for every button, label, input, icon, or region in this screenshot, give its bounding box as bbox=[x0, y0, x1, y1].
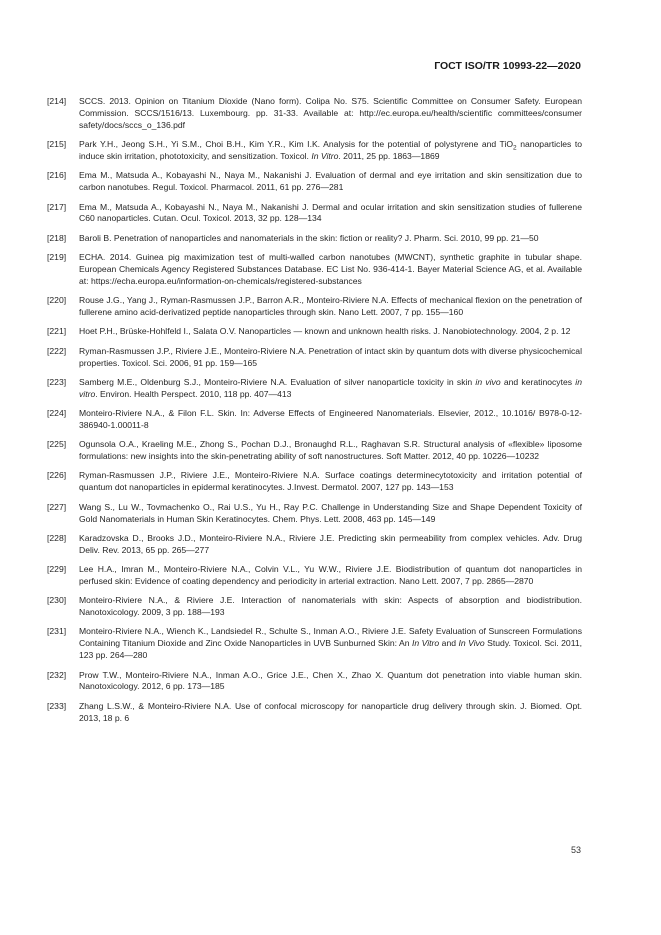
reference-list bbox=[47, 96, 582, 732]
reference-text bbox=[79, 252, 582, 286]
reference-number: [233] bbox=[47, 700, 67, 711]
italic-text: In Vitro bbox=[412, 638, 440, 649]
reference-text bbox=[79, 202, 582, 224]
reference-text bbox=[79, 533, 582, 555]
reference-number: [228] bbox=[47, 532, 67, 543]
reference-number: [222] bbox=[47, 345, 67, 356]
reference-number: [226] bbox=[47, 470, 67, 481]
reference-item bbox=[47, 533, 582, 557]
reference-item bbox=[47, 470, 582, 494]
reference-number: [218] bbox=[47, 232, 67, 243]
document-header: ГОСТ ISO/TR 10993-22—2020 bbox=[434, 60, 581, 72]
reference-text bbox=[79, 626, 582, 660]
reference-item bbox=[47, 202, 582, 226]
reference-number: [214] bbox=[47, 96, 67, 106]
reference-text bbox=[79, 170, 582, 192]
reference-number: [227] bbox=[47, 501, 67, 512]
reference-text bbox=[79, 233, 539, 243]
reference-text bbox=[79, 595, 582, 617]
italic-text: In Vivo bbox=[458, 638, 485, 649]
reference-text-segment: Karadzovska D., Brooks J.D., Monteiro-Riviere N.A., Riviere J.E. Predicting skin permeability from complex vehicles. Adv. Drug Deliv. Rev. 2013, 65 pp. 265—277 bbox=[79, 532, 582, 555]
reference-text-segment: Monteiro-Riviere N.A., & Filon F.L. Skin. In: Adverse Effects of Engineered Nanomaterials. Elsevier, 2012., 10.1016/ B978-0-12-386940-1.00011-8 bbox=[79, 408, 582, 430]
reference-item bbox=[47, 502, 582, 526]
reference-text-segment: and keratinocytes bbox=[500, 376, 576, 387]
reference-text-segment: and bbox=[439, 638, 459, 649]
reference-text-segment: Ema M., Matsuda A., Kobayashi N., Naya M., Nakanishi J. Evaluation of dermal and eye irritation and skin sensitization due to carbon nanotubes. Regul. Toxicol. Pharmacol. 2011, 61 pp. 276—281 bbox=[79, 170, 582, 193]
reference-item bbox=[47, 595, 582, 619]
reference-number: [224] bbox=[47, 408, 67, 419]
reference-text-segment: Lee H.A., Imran M., Monteiro-Riviere N.A., Colvin V.L., Yu W.W., Riviere J.E. Biodistribution of quantum dot nanoparticles in perfused skin: Evidence of coating dependency and periodicity in arterial extraction. Nano Lett. 2007, 7 pp. 2865—2870 bbox=[79, 564, 582, 586]
italic-text: in vivo bbox=[475, 376, 501, 387]
reference-item bbox=[47, 96, 582, 132]
reference-item bbox=[47, 295, 582, 319]
reference-text bbox=[79, 96, 582, 130]
reference-text-segment: Park Y.H., Jeong S.H., Yi S.M., Choi B.H., Kim Y.R., Kim I.K. Analysis for the potential of polystyrene and TiO bbox=[79, 139, 514, 150]
page-number: 53 bbox=[570, 845, 581, 855]
reference-number: [220] bbox=[47, 295, 67, 306]
reference-number: [217] bbox=[47, 201, 67, 212]
reference-item bbox=[47, 564, 582, 588]
reference-text-segment: Hoet P.H., Brüske-Hohlfeld I., Salata O.V. Nanoparticles — known and unknown health risks. J. Nanobiotechnology. 2004, 2 p. 12 bbox=[79, 326, 571, 337]
italic-text: in vitro bbox=[79, 376, 582, 399]
reference-item bbox=[47, 139, 582, 163]
reference-number: [219] bbox=[47, 252, 67, 263]
reference-number: [231] bbox=[47, 626, 67, 637]
reference-text-segment: Zhang L.S.W., & Monteiro-Riviere N.A. Use of confocal microscopy for nanoparticle drug delivery through skin. J. Biomed. Opt. 2013, 18 p. 6 bbox=[79, 700, 582, 723]
reference-item bbox=[47, 170, 582, 194]
reference-number: [221] bbox=[47, 326, 67, 337]
reference-text-segment: Study. Toxicol. Sci. 2011, 123 pp. 264—280 bbox=[79, 638, 582, 661]
reference-number: [230] bbox=[47, 595, 67, 606]
reference-text bbox=[79, 701, 582, 723]
reference-text-segment: Samberg M.E., Oldenburg S.J., Monteiro-Riviere N.A. Evaluation of silver nanoparticle toxicity in skin bbox=[79, 376, 476, 387]
reference-text-segment: Prow T.W., Monteiro-Riviere N.A., Inman A.O., Grice J.E., Chen X., Zhao X. Quantum dot penetration into viable human skin. Nanotoxicology. 2012, 6 pp. 173—185 bbox=[79, 669, 582, 692]
reference-text-segment: Monteiro-Riviere N.A., & Riviere J.E. Interaction of nanomaterials with skin: Aspects of absorption and biodistribution. Nanotoxicology. 2009, 3 pp. 188—193 bbox=[79, 595, 582, 618]
reference-text-segment: Ryman-Rasmussen J.P., Riviere J.E., Monteiro-Riviere N.A. Penetration of intact skin by quantum dots with diverse physicochemical properties. Toxicol. Sci. 2006, 91 pp. 159—165 bbox=[79, 345, 582, 368]
reference-item bbox=[47, 233, 582, 245]
reference-item bbox=[47, 408, 582, 432]
reference-number: [229] bbox=[47, 564, 67, 575]
reference-text-segment: . 2011, 25 pp. 1863—1869 bbox=[338, 151, 440, 162]
reference-text-segment: Monteiro-Riviere N.A., Wiench K., Landsiedel R., Schulte S., Inman A.O., Riviere J.E. Safety Evaluation of Sunscreen Formulations Containing Titanium Dioxide and Zinc Oxide Nanoparticles in UVB Sunburned Skin: An bbox=[79, 626, 582, 649]
reference-number: [232] bbox=[47, 669, 67, 680]
reference-text-segment: nanoparticles to induce skin irritation, phototoxicity, and sensitization. Toxicol. bbox=[79, 139, 582, 162]
reference-text bbox=[79, 470, 582, 492]
reference-text-segment: Baroli B. Penetration of nanoparticles and nanomaterials in the skin: fiction or reality? J. Pharm. Sci. 2010, 99 pp. 21—50 bbox=[79, 232, 539, 243]
reference-item bbox=[47, 346, 582, 370]
reference-item bbox=[47, 626, 582, 662]
reference-item bbox=[47, 377, 582, 401]
reference-text bbox=[79, 295, 582, 317]
reference-number: [216] bbox=[47, 170, 67, 181]
reference-text bbox=[79, 139, 582, 161]
reference-text-segment: . Environ. Health Perspect. 2010, 118 pp. 407—413 bbox=[95, 388, 292, 399]
reference-text bbox=[79, 439, 582, 461]
reference-item bbox=[47, 670, 582, 694]
reference-number: [223] bbox=[47, 376, 67, 387]
reference-text bbox=[79, 346, 582, 368]
reference-item bbox=[47, 252, 582, 288]
reference-text bbox=[79, 377, 582, 399]
reference-text-segment: Ema M., Matsuda A., Kobayashi N., Naya M., Nakanishi J. Dermal and ocular irritation and skin sensitization studies of fullerene C60 nanoparticles. Cutan. Ocul. Toxicol. 2013, 32 pp. 128—134 bbox=[79, 201, 582, 224]
reference-text bbox=[79, 502, 582, 524]
reference-item bbox=[47, 326, 582, 338]
reference-text-segment: Ryman-Rasmussen J.P., Riviere J.E., Monteiro-Riviere N.A. Surface coatings determinecytotoxicity and irritation potential of quantum dot nanoparticles in epidermal keratinocytes. J.Invest. Dermatol. 2007, 127 pp. 143—153 bbox=[79, 470, 582, 493]
reference-text bbox=[79, 326, 570, 336]
reference-text bbox=[79, 670, 582, 692]
reference-text bbox=[79, 564, 582, 586]
reference-number: [215] bbox=[47, 139, 67, 150]
reference-text bbox=[79, 408, 582, 430]
reference-number: [225] bbox=[47, 439, 67, 450]
reference-item bbox=[47, 439, 582, 463]
reference-text-segment: Wang S., Lu W., Tovmachenko O., Rai U.S., Yu H., Ray P.C. Challenge in Understanding Size and Shape Dependent Toxicity of Gold Nanomaterials in Human Skin Keratinocytes. Chem. Phys. Lett. 2008, 463 pp. 145—149 bbox=[79, 501, 582, 524]
subscript-text: 2 bbox=[513, 144, 517, 152]
reference-text-segment: SCCS. 2013. Opinion on Titanium Dioxide (Nano form). Colipa No. S75. Scientific Committee on Consumer Safety. European Commission. SCCS/1516/13. Luxembourg. pp. 31-33. Available at: http://ec.europa.eu/health/scientific committees/consumer safety/docs/sccs_o_136.pdf bbox=[79, 96, 582, 130]
reference-text-segment: Ogunsola O.A., Kraeling M.E., Zhong S., Pochan D.J., Bronaughd R.L., Raghavan S.R. Structural analysis of «flexible» liposome formulations: new insights into the skin-penetrating ability of soft nanostructures. Soft Matter. 2012, 40 pp. 10226—10232 bbox=[79, 439, 582, 462]
italic-text: In Vitro bbox=[311, 151, 339, 162]
reference-item bbox=[47, 701, 582, 725]
reference-text-segment: ECHA. 2014. Guinea pig maximization test of multi-walled carbon nanotubes (MWCNT), synthetic graphite in tubular shape. European Chemicals Agency Registered Substances Database. EC List No. 936-414-1. Bayer Material Science AG, et al. Available at: https://echa.europa.eu/information-on-chemicals/registered-substances bbox=[79, 252, 582, 286]
reference-text-segment: Rouse J.G., Yang J., Ryman-Rasmussen J.P., Barron A.R., Monteiro-Riviere N.A. Effects of mechanical flexion on the penetration of fullerene amino acid-derivatized peptide nanoparticles through skin. Nano Lett. 2007, 7 pp. 155—160 bbox=[79, 295, 582, 318]
